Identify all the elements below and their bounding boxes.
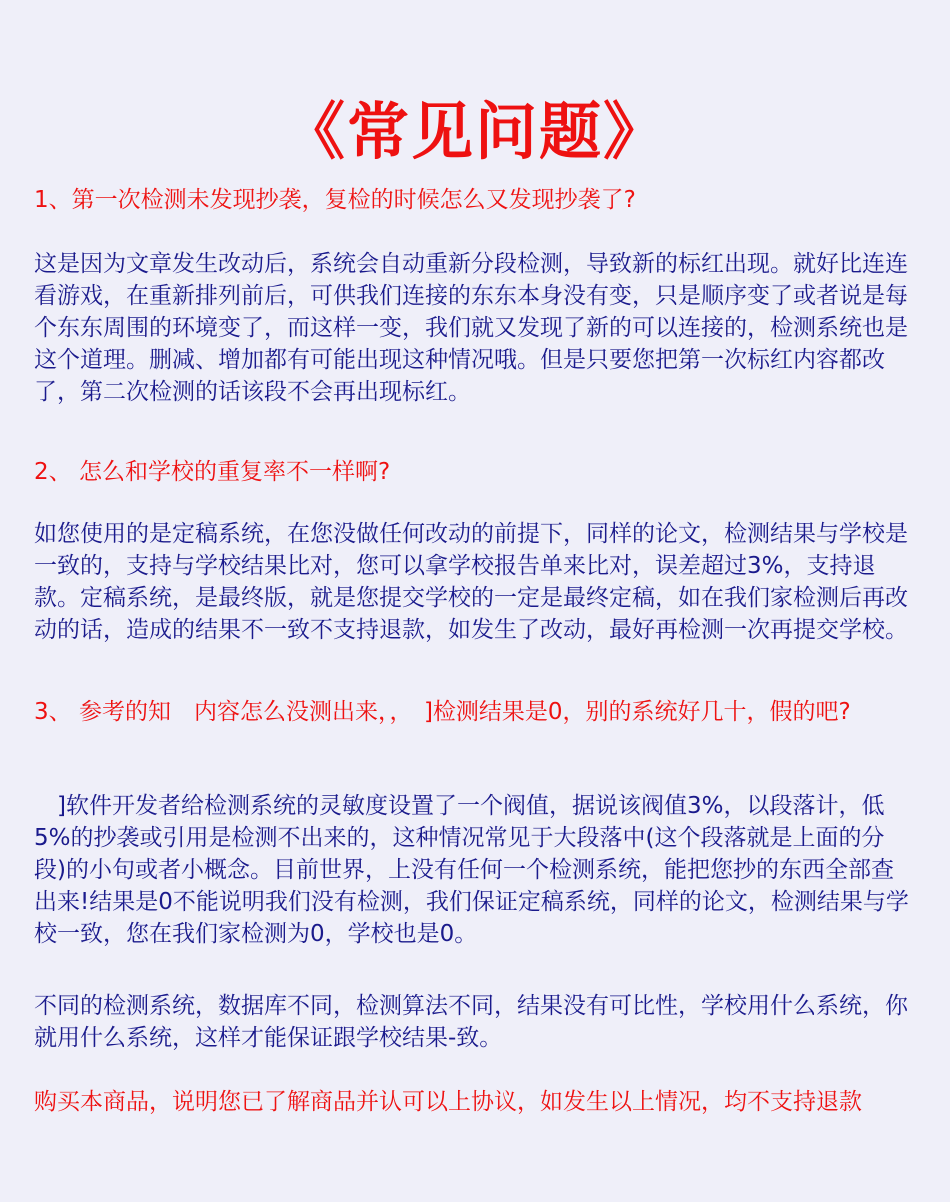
faq-answer-1: 这是因为文章发生改动后，系统会自动重新分段检测，导致新的标红出现。就好比连连看游戏，在重新排列前后，可供我们连接的东东本身没有变，只是顺序变了或者说是每个东东周围的环境变了，而这样一变，我们就又发现了新的可以连接的，检测系统也是这个道理。删减、增加都有可能出现这种情况哦。但是只要您把第一次标红内容都改了，第二次检测的话该段不会再出现标红。 (34, 251, 908, 405)
faq-extra-answer: 不同的检测系统，数据库不同，检测算法不同，结果没有可比性，学校用什么系统，你就用什么系统，这样才能保证跟学校结果-致。 (34, 993, 908, 1051)
page-title: 《常见问题》 (282, 94, 667, 168)
faq-question-1: 1、第一次检测未发现抄袭，复检的时候怎么又发现抄袭了? (34, 187, 636, 213)
faq-answer-3: ]软件开发者给检测系统的灵敏度设置了一个阀值，据说该阀值3%，以段落计，低5%的抄袭或引用是检测不出来的，这种情况常见于大段落中(这个段落就是上面的分段)的小句或者小概念。目前世界，上没有任何一个检测系统，能把您抄的东西全部查出来!结果是0不能说明我们没有检测，我们保证定稿系统，同样的论文，检测结果与学校一致，您在我们家检测为0，学校也是0。 (34, 793, 909, 947)
refund-notice: 购买本商品，说明您已了解商品并认可以上协议，如发生以上情况，均不支持退款 (34, 1089, 862, 1115)
faq-question-2: 2、 怎么和学校的重复率不一样啊? (34, 459, 391, 485)
faq-answer-2: 如您使用的是定稿系统，在您没做任何改动的前提下，同样的论文，检测结果与学校是一致的，支持与学校结果比对，您可以拿学校报告单来比对，误差超过3%，支持退款。定稿系统，是最终版，就是您提交学校的一定是最终定稿，如在我们家检测后再改动的话，造成的结果不一致不支持退款，如发生了改动，最好再检测一次再提交学校。 (34, 521, 908, 643)
faq-question-3: 3、 参考的知 内容怎么没测出来，， ]检测结果是0，别的系统好几十，假的吧? (34, 699, 851, 725)
